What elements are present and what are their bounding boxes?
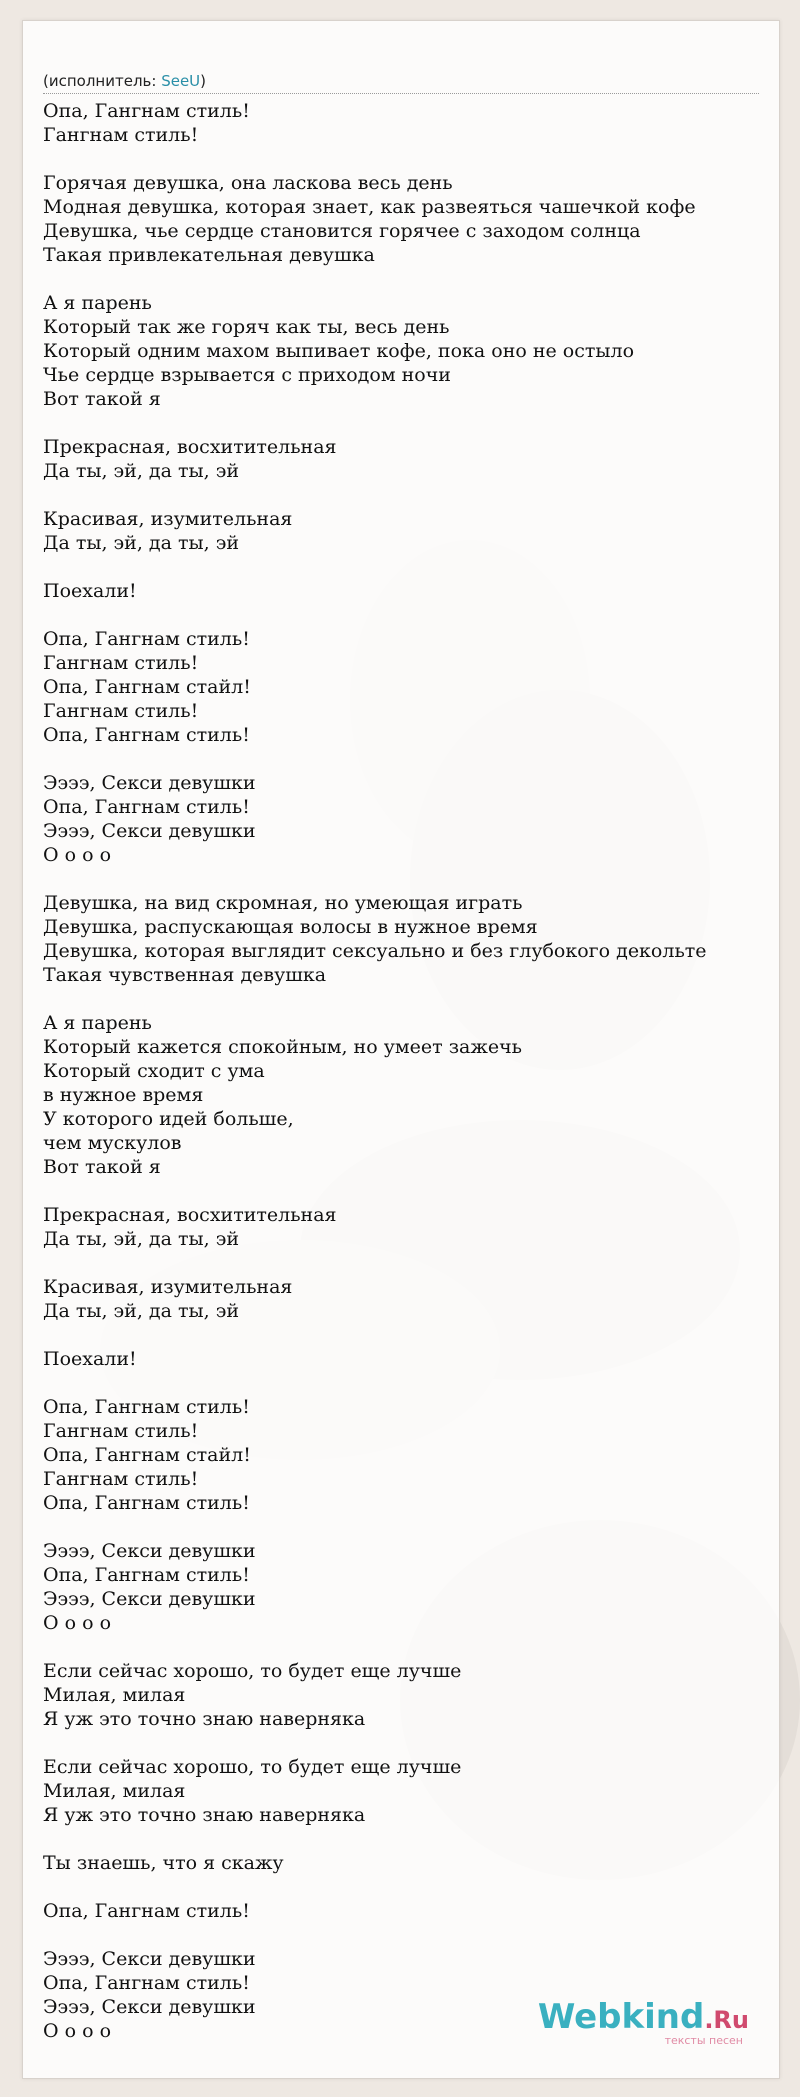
blank-line (43, 267, 759, 291)
lyric-line: Модная девушка, которая знает, как развеяться чашечкой кофе (43, 196, 696, 218)
logo-name: Webkind (537, 1997, 705, 2037)
blank-line (43, 747, 759, 771)
lyric-line: Милая, милая (43, 1780, 186, 1802)
artist-header (43, 71, 759, 94)
lyric-line: А я парень (43, 1012, 152, 1034)
lyric-line: Опа, Гангнам стиль! (43, 100, 250, 122)
lyric-line: Опа, Гангнам стиль! (43, 1900, 250, 1922)
blank-line (43, 1179, 759, 1203)
blank-line (43, 147, 759, 171)
blank-line (43, 1635, 759, 1659)
lyric-line: Опа, Гангнам стиль! (43, 1564, 250, 1586)
blank-line (43, 1371, 759, 1395)
lyric-line: Гангнам стиль! (43, 1468, 199, 1490)
artist-suffix: ) (200, 72, 207, 90)
lyric-line: Гангнам стиль! (43, 700, 199, 722)
lyric-line: Девушка, чье сердце становится горячее с заходом солнца (43, 220, 641, 242)
blank-line (43, 1731, 759, 1755)
artist-link[interactable]: SeeU (161, 72, 201, 90)
lyric-line: Прекрасная, восхитительная (43, 436, 337, 458)
blank-line (43, 555, 759, 579)
logo-tld: .Ru (704, 2006, 749, 2034)
lyric-line: Милая, милая (43, 1684, 186, 1706)
blank-line (43, 483, 759, 507)
lyric-line: А я парень (43, 292, 152, 314)
lyric-line: Если сейчас хорошо, то будет еще лучше (43, 1756, 462, 1778)
lyric-line: Гангнам стиль! (43, 1420, 199, 1442)
lyric-line: Ээээ, Секси девушки (43, 772, 256, 794)
lyric-line: Опа, Гангнам стайл! (43, 1444, 251, 1466)
lyric-line: Ээээ, Секси девушки (43, 1588, 256, 1610)
lyric-line: Да ты, эй, да ты, эй (43, 1300, 239, 1322)
lyric-line: Я уж это точно знаю наверняка (43, 1708, 366, 1730)
lyric-line: Ээээ, Секси девушки (43, 820, 256, 842)
lyric-line: Такая привлекательная девушка (43, 244, 375, 266)
lyric-line: Прекрасная, восхитительная (43, 1204, 337, 1226)
lyric-line: Ээээ, Секси девушки (43, 1948, 256, 1970)
lyric-line: Опа, Гангнам стиль! (43, 1396, 250, 1418)
lyrics-card (22, 20, 780, 2079)
logo-tagline: тексты песен (664, 2034, 743, 2047)
lyric-line: Горячая девушка, она ласкова весь день (43, 172, 453, 194)
site-logo[interactable] (537, 1997, 749, 2048)
lyric-line: Ты знаешь, что я скажу (43, 1852, 284, 1874)
lyric-line: Который кажется спокойным, но умеет зажечь (43, 1036, 523, 1058)
lyric-line: Опа, Гангнам стиль! (43, 1972, 250, 1994)
lyric-line: Вот такой я (43, 1156, 161, 1178)
lyric-line: Если сейчас хорошо, то будет еще лучше (43, 1660, 462, 1682)
lyric-line: О о о о (43, 2020, 112, 2042)
lyric-line: Чье сердце взрывается с приходом ночи (43, 364, 451, 386)
lyric-line: Который одним махом выпивает кофе, пока оно не остыло (43, 340, 635, 362)
lyric-line: Опа, Гангнам стиль! (43, 628, 250, 650)
lyric-line: Гангнам стиль! (43, 652, 199, 674)
lyric-line: Ээээ, Секси девушки (43, 1540, 256, 1562)
blank-line (43, 867, 759, 891)
lyric-line: Да ты, эй, да ты, эй (43, 460, 239, 482)
lyric-line: Опа, Гангнам стайл! (43, 676, 251, 698)
lyric-line: Девушка, распускающая волосы в нужное время (43, 916, 538, 938)
blank-line (43, 1923, 759, 1947)
blank-line (43, 603, 759, 627)
lyric-line: Гангнам стиль! (43, 124, 199, 146)
lyric-line: Девушка, которая выглядит сексуально и без глубокого декольте (43, 940, 707, 962)
lyric-line: чем мускулов (43, 1132, 182, 1154)
lyric-line: Который сходит с ума (43, 1060, 265, 1082)
lyric-line: У которого идей больше, (43, 1108, 294, 1130)
lyric-line: Вот такой я (43, 388, 161, 410)
artist-prefix: (исполнитель: (43, 72, 162, 90)
lyric-line: Опа, Гангнам стиль! (43, 796, 250, 818)
lyric-line: О о о о (43, 844, 112, 866)
blank-line (43, 987, 759, 1011)
blank-line (43, 1515, 759, 1539)
blank-line (43, 1827, 759, 1851)
lyric-line: Опа, Гангнам стиль! (43, 724, 250, 746)
lyric-line: Девушка, на вид скромная, но умеющая играть (43, 892, 523, 914)
lyric-line: Ээээ, Секси девушки (43, 1996, 256, 2018)
blank-line (43, 1323, 759, 1347)
lyric-line: Красивая, изумительная (43, 508, 293, 530)
lyric-line: Поехали! (43, 580, 137, 602)
lyrics-text (43, 99, 759, 2043)
blank-line (43, 1251, 759, 1275)
logo-wordmark (538, 1998, 749, 2039)
lyric-line: Да ты, эй, да ты, эй (43, 1228, 239, 1250)
lyric-line: в нужное время (43, 1084, 204, 1106)
lyric-line: Красивая, изумительная (43, 1276, 293, 1298)
lyric-line: Да ты, эй, да ты, эй (43, 532, 239, 554)
lyric-line: Такая чувственная девушка (43, 964, 327, 986)
blank-line (43, 1875, 759, 1899)
lyric-line: Поехали! (43, 1348, 137, 1370)
lyric-line: Я уж это точно знаю наверняка (43, 1804, 366, 1826)
lyric-line: Опа, Гангнам стиль! (43, 1492, 250, 1514)
lyric-line: О о о о (43, 1612, 112, 1634)
blank-line (43, 411, 759, 435)
lyric-line: Который так же горяч как ты, весь день (43, 316, 450, 338)
